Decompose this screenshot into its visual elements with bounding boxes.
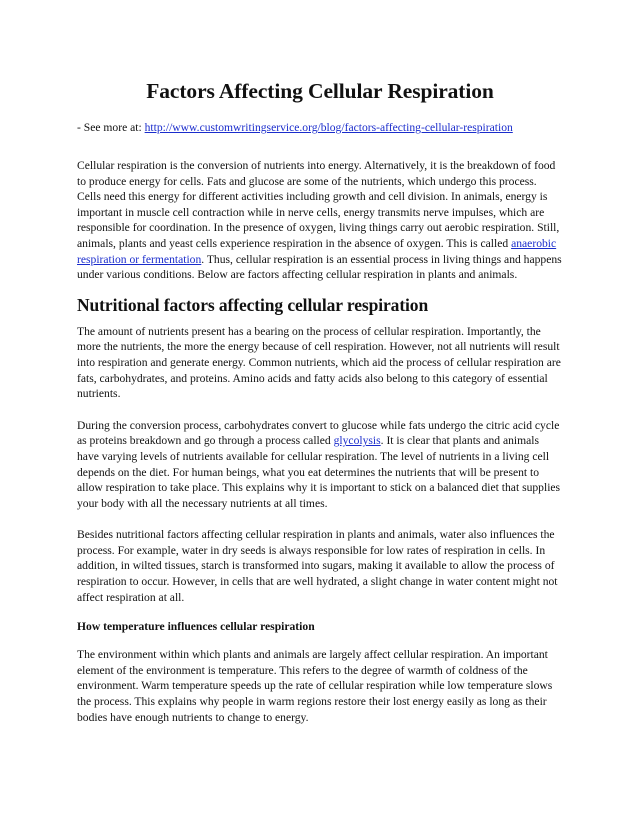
document-page — [77, 78, 563, 725]
intro-text-after-link: . Thus, cellular respiration is an essential process in living things and happens under various conditions. Below are factors affecting cellular respiration in plants and animals. — [77, 252, 562, 282]
nutritional-paragraph-2 — [77, 418, 563, 512]
source-link[interactable]: http://www.customwritingservice.org/blog/factors-affecting-cellular-respiration — [144, 121, 513, 134]
section-heading-temperature: How temperature influences cellular respiration — [77, 620, 315, 634]
section-heading-nutritional: Nutritional factors affecting cellular respiration — [77, 294, 429, 315]
nutritional-p2-before-link: During the conversion process, carbohydrates convert to glucose while fats undergo the citric acid cycle as proteins breakdown and go through a process called — [77, 418, 560, 448]
intro-paragraph — [77, 158, 563, 283]
source-line — [77, 120, 563, 135]
temperature-paragraph-1: The environment within which plants and animals are largely affect cellular respiration. An important element of the environment is temperature. This refers to the degree of warmth of coldness of the environment. Warm temperature speeds up the rate of cellular respiration while low temperature slows the process. This explains why people in warm regions restore their lost energy easily as long as their bodies have enough nutrients to change to energy. — [77, 648, 553, 724]
glycolysis-link[interactable]: glycolysis — [333, 434, 381, 448]
source-prefix: - See more at: — [77, 121, 145, 134]
nutritional-paragraph-1: The amount of nutrients present has a bearing on the process of cellular respiration. Importantly, the more the nutrients, the more the energy because of cell respiration. However, not all nutrients will result into respiration and generate energy. Common nutrients, which aid the process of cellular respiration are fats, carbohydrates, and proteins. Amino acids and fatty acids also belong to this category of essential nutrients. — [77, 324, 561, 401]
nutritional-paragraph-3: Besides nutritional factors affecting cellular respiration in plants and animals, water also influences the process. For example, water in dry seeds is always responsible for low rates of respiration in cells. In addition, in wilted tissues, starch is transformed into sugars, making it available to allow the process of respiration to occur. However, in cells that are well hydrated, a slight change in water content might not affect respiration at all. — [77, 528, 558, 604]
nutritional-p2-after-link: . It is clear that plants and animals have varying levels of nutrients available for cellular respiration. The level of nutrients in a living cell depends on the diet. For human beings, what you eat determines the nutrients that will be present to allow respiration to take place. This explains why it is important to stick on a balanced diet that supplies your body with all the necessary nutrients at all times. — [77, 434, 561, 510]
page-title: Factors Affecting Cellular Respiration — [146, 79, 494, 103]
intro-text-before-link: Cellular respiration is the conversion of nutrients into energy. Alternatively, it is the breakdown of food to produce energy for cells. Fats and glucose are some of the nutrients, which undergo this process. Cells need this energy for different activities including growth and cell division. In animals, energy is important in muscle cell contraction while in nerve cells, energy transmits nerve impulses, which are responsible for coordination. In the presence of oxygen, living things carry out aerobic respiration. Still, animals, plants and yeast cells experience respiration in the absence of oxygen. This is called — [77, 159, 560, 250]
anaerobic-respiration-link[interactable]: anaerobic respiration or fermentation — [77, 236, 557, 266]
